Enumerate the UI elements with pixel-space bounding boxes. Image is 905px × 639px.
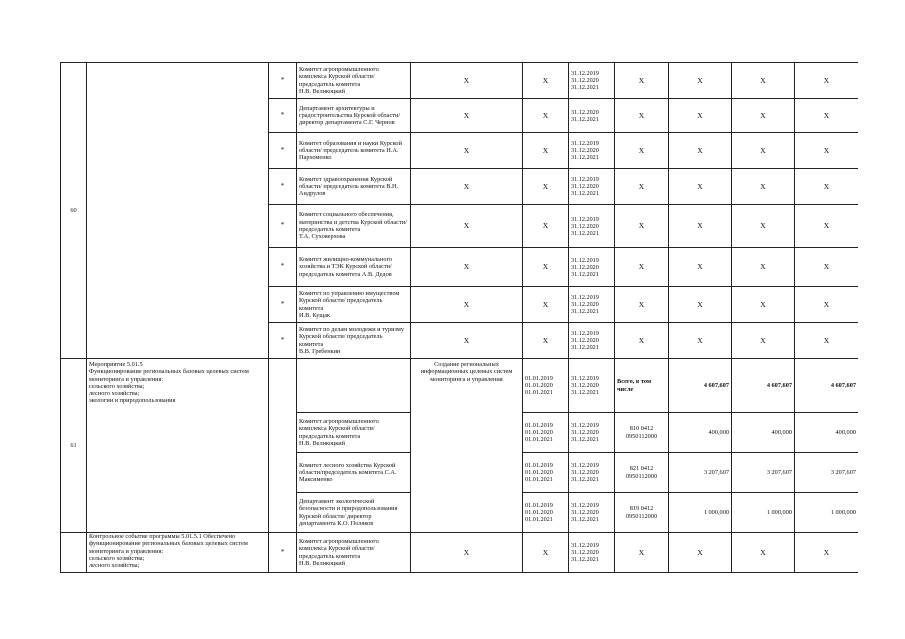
end-date-cell: 31.12.2019 31.12.2020 31.12.2021	[569, 359, 615, 413]
end-date-cell: 31.12.2019 31.12.2020 31.12.2021	[569, 205, 615, 248]
result-cell: Создание региональных информационных целевых систем мониторинга и управления	[411, 359, 523, 533]
end-date-cell: 31.12.2019 31.12.2020 31.12.2021	[569, 287, 615, 323]
result-cell: X	[411, 205, 523, 248]
result-cell: X	[411, 287, 523, 323]
marker-cell: *	[269, 205, 297, 248]
value-2019-cell: X	[669, 323, 732, 359]
result-cell: X	[411, 133, 523, 169]
end-date-cell: 31.12.2019 31.12.2020 31.12.2021	[569, 248, 615, 287]
code-cell: X	[615, 323, 669, 359]
result-cell: X	[411, 63, 523, 99]
executor-cell: Департамент архитектуры и градостроительства Курской области/ директор департамента С.Г. Чернов	[297, 99, 411, 133]
result-cell: X	[411, 99, 523, 133]
code-cell: X	[615, 248, 669, 287]
end-date-cell: 31.12.2019 31.12.2020 31.12.2021	[569, 323, 615, 359]
executor-cell: Комитет агропромышленного комплекса Курской области/ председатель комитета Н.В. Великоцкий	[297, 533, 411, 573]
executor-cell: Комитет социального обеспечения, материнства и детства Курской области/ председатель комитета Т.А. Суховерхова	[297, 205, 411, 248]
start-date-cell: X	[523, 169, 569, 205]
value-2020-cell: X	[732, 133, 795, 169]
executor-cell: Комитет агропромышленного комплекса Курской области/ председатель комитета Н.В. Великоцкий	[297, 413, 411, 453]
value-2021-cell: 4 607,607	[795, 359, 859, 413]
end-date-cell: 31.12.2020 31.12.2021	[569, 99, 615, 133]
marker-cell	[269, 359, 297, 533]
marker-cell: *	[269, 99, 297, 133]
value-2021-cell: X	[795, 99, 859, 133]
value-2020-cell: 4 607,607	[732, 359, 795, 413]
code-cell: X	[615, 99, 669, 133]
start-date-cell: 01.01.2019 01.01.2020 01.01.2021	[523, 453, 569, 493]
start-date-cell: X	[523, 99, 569, 133]
result-cell: X	[411, 323, 523, 359]
code-cell: X	[615, 287, 669, 323]
value-2020-cell: X	[732, 287, 795, 323]
value-2019-cell: 3 207,607	[669, 453, 732, 493]
value-2019-cell: X	[669, 533, 732, 573]
end-date-cell: 31.12.2019 31.12.2020 31.12.2021	[569, 169, 615, 205]
code-cell: X	[615, 169, 669, 205]
value-2021-cell: 400,000	[795, 413, 859, 453]
value-2021-cell: X	[795, 133, 859, 169]
executor-cell	[297, 359, 411, 413]
value-2019-cell: 400,000	[669, 413, 732, 453]
value-2021-cell: 3 207,607	[795, 453, 859, 493]
marker-cell: *	[269, 323, 297, 359]
marker-cell: *	[269, 169, 297, 205]
executor-cell: Комитет по делам молодежи и туризму Курской области/ председатель комитета В.В. Гребенкин	[297, 323, 411, 359]
value-2020-cell: 1 000,000	[732, 493, 795, 533]
start-date-cell: X	[523, 287, 569, 323]
code-cell: 810 0412 0950112000	[615, 413, 669, 453]
table-row	[61, 63, 859, 99]
executor-cell: Комитет по управлению имуществом Курской области/ председатель комитета И.В. Кущак	[297, 287, 411, 323]
start-date-cell: 01.01.2019 01.01.2020 01.01.2021	[523, 359, 569, 413]
start-date-cell: 01.01.2019 01.01.2020 01.01.2021	[523, 413, 569, 453]
value-2021-cell: X	[795, 248, 859, 287]
value-2019-cell: X	[669, 248, 732, 287]
marker-cell: *	[269, 63, 297, 99]
executor-cell: Комитет здравоохранения Курской области/ председатель комитета В.Н. Андрулов	[297, 169, 411, 205]
code-cell: Всего, в том числе	[615, 359, 669, 413]
start-date-cell: X	[523, 248, 569, 287]
row-number: 60	[61, 63, 87, 359]
value-2019-cell: X	[669, 63, 732, 99]
value-2019-cell: 4 607,607	[669, 359, 732, 413]
end-date-cell: 31.12.2019 31.12.2020 31.12.2021	[569, 533, 615, 573]
value-2021-cell: X	[795, 205, 859, 248]
code-cell: X	[615, 133, 669, 169]
value-2020-cell: X	[732, 99, 795, 133]
value-2021-cell: X	[795, 287, 859, 323]
row-number	[61, 533, 87, 573]
program-table	[60, 62, 858, 573]
end-date-cell: 31.12.2019 31.12.2020 31.12.2021	[569, 493, 615, 533]
code-cell: 819 0412 0950112000	[615, 493, 669, 533]
value-2021-cell: X	[795, 169, 859, 205]
executor-cell: Комитет агропромышленного комплекса Курской области/ председатель комитета Н.В. Великоцкий	[297, 63, 411, 99]
result-cell: X	[411, 169, 523, 205]
table-row	[61, 533, 859, 573]
value-2019-cell: 1 000,000	[669, 493, 732, 533]
value-2020-cell: 400,000	[732, 413, 795, 453]
document-page	[60, 62, 858, 582]
value-2019-cell: X	[669, 205, 732, 248]
start-date-cell: X	[523, 63, 569, 99]
event-title: Контрольное событие программы 5.01.5.1 Обеспечено функционирование региональных базовых целевых систем мониторинга и управления: сельского хозяйства; лесного хозяйства;	[87, 533, 269, 573]
start-date-cell: X	[523, 205, 569, 248]
value-2020-cell: X	[732, 248, 795, 287]
value-2021-cell: 1 000,000	[795, 493, 859, 533]
value-2020-cell: X	[732, 533, 795, 573]
result-cell: X	[411, 248, 523, 287]
value-2020-cell: 3 207,607	[732, 453, 795, 493]
marker-cell: *	[269, 287, 297, 323]
value-2019-cell: X	[669, 99, 732, 133]
code-cell: X	[615, 533, 669, 573]
executor-cell: Комитет лесного хозяйства Курской области/председатель комитета С.А. Максименко	[297, 453, 411, 493]
start-date-cell: X	[523, 533, 569, 573]
value-2019-cell: X	[669, 287, 732, 323]
value-2020-cell: X	[732, 205, 795, 248]
result-cell: X	[411, 533, 523, 573]
row-number: 61	[61, 359, 87, 533]
executor-cell: Комитет жилищно-коммунального хозяйства и ТЭК Курской области/ председатель комитета А.В. Дедов	[297, 248, 411, 287]
value-2021-cell: X	[795, 63, 859, 99]
value-2020-cell: X	[732, 323, 795, 359]
end-date-cell: 31.12.2019 31.12.2020 31.12.2021	[569, 63, 615, 99]
event-title: Мероприятие 5.01.5 Функционирование региональных базовых целевых систем мониторинга и управления: сельского хозяйства; лесного хозяйства; экологии и природопользования	[87, 359, 269, 533]
value-2020-cell: X	[732, 63, 795, 99]
marker-cell: *	[269, 133, 297, 169]
value-2019-cell: X	[669, 169, 732, 205]
code-cell: X	[615, 205, 669, 248]
start-date-cell: 01.01.2019 01.01.2020 01.01.2021	[523, 493, 569, 533]
end-date-cell: 31.12.2019 31.12.2020 31.12.2021	[569, 413, 615, 453]
code-cell: 821 0412 0950112000	[615, 453, 669, 493]
executor-cell: Департамент экологической безопасности и природопользования Курской области/ директор департамента К.О. Поляков	[297, 493, 411, 533]
table-row	[61, 359, 859, 413]
value-2021-cell: X	[795, 323, 859, 359]
marker-cell: *	[269, 248, 297, 287]
event-title	[87, 63, 269, 359]
end-date-cell: 31.12.2019 31.12.2020 31.12.2021	[569, 133, 615, 169]
marker-cell: *	[269, 533, 297, 573]
code-cell: X	[615, 63, 669, 99]
start-date-cell: X	[523, 133, 569, 169]
end-date-cell: 31.12.2019 31.12.2020 31.12.2021	[569, 453, 615, 493]
value-2019-cell: X	[669, 133, 732, 169]
start-date-cell: X	[523, 323, 569, 359]
value-2021-cell: X	[795, 533, 859, 573]
executor-cell: Комитет образования и науки Курской области/ председатель комитета Н.А. Пархоменко	[297, 133, 411, 169]
value-2020-cell: X	[732, 169, 795, 205]
